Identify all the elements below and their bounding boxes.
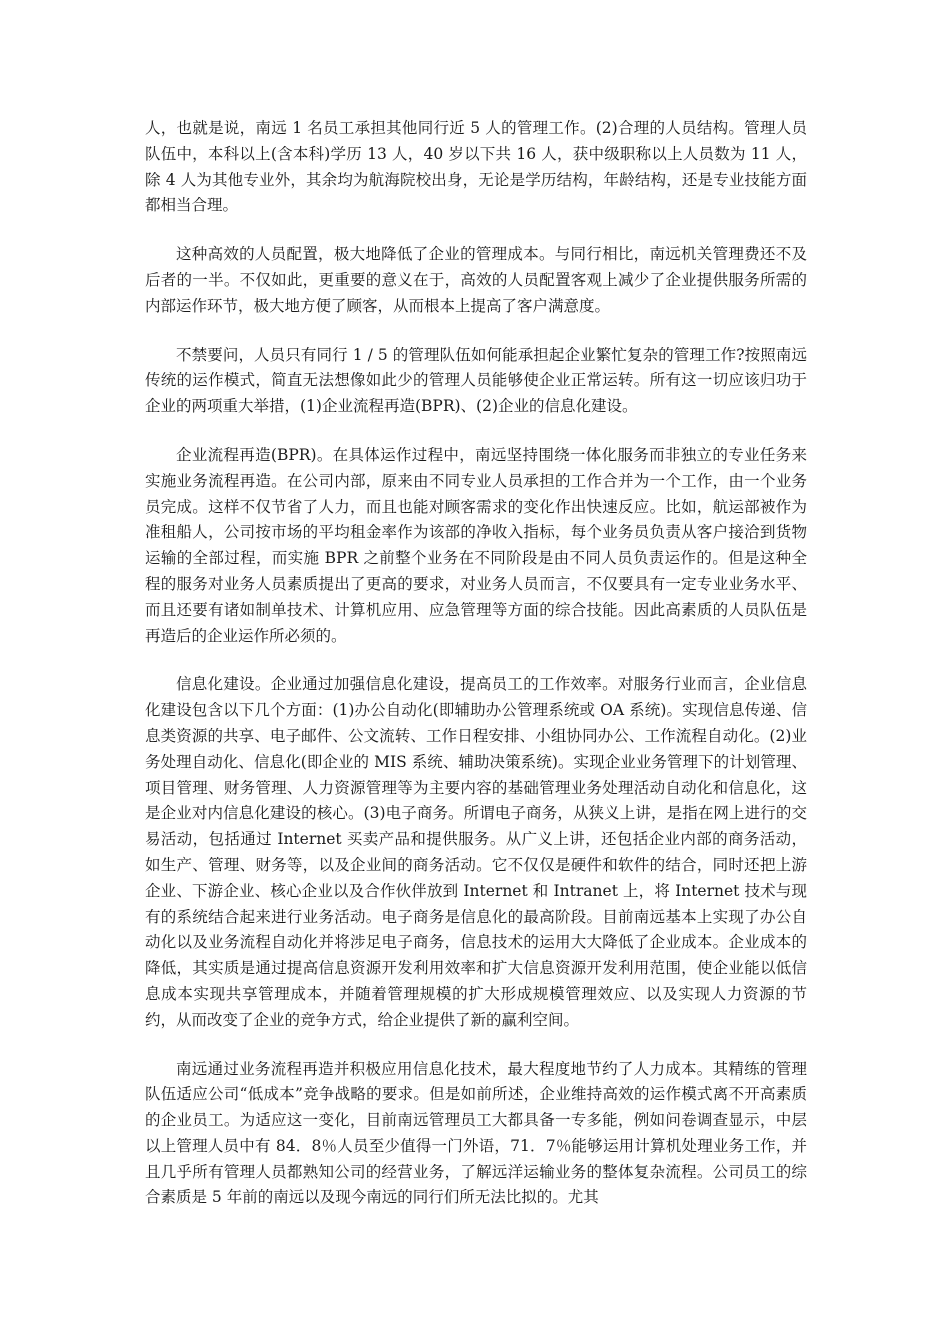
document-body bbox=[145, 116, 807, 1234]
paragraph-continuation: 人，也就是说，南远 1 名员工承担其他同行近 5 人的管理工作。(2)合理的人员结构。管理人员队伍中，本科以上(含本科)学历 13 人，40 岁以下共 16 人，获中级职称以上人员数为 11 人，除 4 人为其他专业外，其余均为航海院校出身，无论是学历结构，年龄结构，还是专业技能方面都相当合理。 bbox=[145, 119, 807, 215]
paragraph-informatization: 信息化建设。企业通过加强信息化建设，提高员工的工作效率。对服务行业而言，企业信息化建设包含以下几个方面：(1)办公自动化(即辅助办公管理系统或 OA 系统)。实现信息传递、信息类资源的共享、电子邮件、公文流转、工作日程安排、小组协同办公、工作流程自动化。(2)业务处理自动化、信息化(即企业的 MIS 系统、辅助决策系统)。实现企业业务管理下的计划管理、项目管理、财务管理、人力资源管理等为主要内容的基础管理业务处理活动自动化和信息化，这是企业对内信息化建设的核心。(3)电子商务。所谓电子商务，从狭义上讲，是指在网上进行的交易活动，包括通过 Internet 买卖产品和提供服务。从广义上讲，还包括企业内部的商务活动，如生产、管理、财务等，以及企业间的商务活动。它不仅仅是硬件和软件的结合，同时还把上游企业、下游企业、核心企业以及合作伙伴放到 Internet 和 Intranet 上，将 Internet 技术与现有的系统结合起来进行业务活动。电子商务是信息化的最高阶段。目前南远基本上实现了办公自动化以及业务流程自动化并将涉足电子商务，信息技术的运用大大降低了企业成本。企业成本的降低，其实质是通过提高信息资源开发利用效率和扩大信息资源开发利用范围，使企业能以低信息成本实现共享管理成本，并随着管理规模的扩大形成规模管理效应、以及实现人力资源的节约，从而改变了企业的竞争方式，给企业提供了新的赢利空间。 bbox=[145, 675, 807, 1029]
paragraph-cost-reduction: 这种高效的人员配置，极大地降低了企业的管理成本。与同行相比，南远机关管理费还不及后者的一半。不仅如此，更重要的意义在于，高效的人员配置客观上减少了企业提供服务所需的内部运作环节，极大地方便了顾客，从而根本上提高了客户满意度。 bbox=[145, 245, 807, 315]
paragraph-bpr: 企业流程再造(BPR)。在具体运作过程中，南远坚持围绕一体化服务而非独立的专业任务来实施业务流程再造。在公司内部，原来由不同专业人员承担的工作合并为一个工作，由一个业务员完成。这样不仅节省了人力，而且也能对顾客需求的变化作出快速反应。比如，航运部被作为准租船人，公司按市场的平均租金率作为该部的净收入指标，每个业务员负责从客户接洽到货物运输的全部过程，而实施 BPR 之前整个业务在不同阶段是由不同人员负责运作的。但是这种全程的服务对业务人员素质提出了更高的要求，对业务人员而言，不仅要具有一定专业业务水平、而且还要有诸如制单技术、计算机应用、应急管理等方面的综合技能。因此高素质的人员队伍是再造后的企业运作所必须的。 bbox=[145, 445, 807, 645]
paragraph-two-measures: 不禁要问，人员只有同行 1 / 5 的管理队伍如何能承担起企业繁忙复杂的管理工作?按照南远传统的运作模式，简直无法想像如此少的管理人员能够使企业正常运转。所有这一切应该归功于企业的两项重大举措，(1)企业流程再造(BPR)、(2)企业的信息化建设。 bbox=[145, 345, 807, 416]
paragraph-staff-quality: 南远通过业务流程再造并积极应用信息化技术，最大程度地节约了人力成本。其精练的管理队伍适应公司“低成本”竞争战略的要求。但是如前所述，企业维持高效的运作模式离不开高素质的企业员工。为适应这一变化，目前南远管理员工大都具备一专多能，例如问卷调查显示，中层以上管理人员中有 84．8％人员至少值得一门外语，71．7％能够运用计算机处理业务工作，并且几乎所有管理人员都熟知公司的经营业务，了解远洋运输业务的整体复杂流程。公司员工的综合素质是 5 年前的南远以及现今南远的同行们所无法比拟的。尤其 bbox=[145, 1059, 807, 1207]
